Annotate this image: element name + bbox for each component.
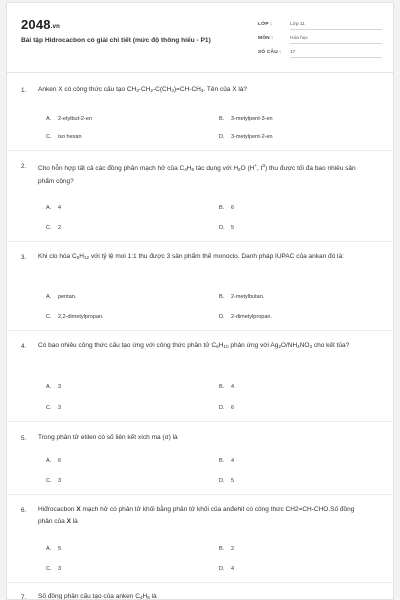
logo-text: 2048 <box>21 17 51 32</box>
question-number: 1. <box>21 87 27 94</box>
subject-value: Hóa học <box>290 36 382 44</box>
document-page <box>6 2 394 600</box>
option-a[interactable]: A. 4 <box>46 205 62 211</box>
option-a[interactable]: A. 2-etylbut-2-en <box>46 116 92 122</box>
question-text: Hiđrocacbon X mạch hở có phân tử khối bằng phân tử khối của anđehit có công thức CH2=CH-CHO.Số đồng phân của X là <box>38 506 355 525</box>
question-text: Cho hỗn hợp tất cả các đồng phân mạch hở của $C_4H_8$ tác dụng với $H_2O$ (H+, $t^0$) thu được tối đa bao nhiêu sản phẩm cộng? <box>38 163 356 185</box>
question-separator <box>7 421 393 422</box>
question-count-label: SỐ CÂU : <box>258 50 282 55</box>
logo-suffix: .vn <box>50 24 61 30</box>
option-b[interactable]: B. 4 <box>219 458 235 464</box>
question-number: 6. <box>21 507 27 514</box>
question-number: 2. <box>21 163 27 170</box>
option-b[interactable]: B. 2-metylbutan. <box>219 294 265 300</box>
site-logo[interactable] <box>21 17 60 32</box>
class-value: Lớp 11 <box>290 22 382 30</box>
header-divider <box>7 72 393 73</box>
option-d[interactable]: D. 3-metylpent-2-en <box>219 134 273 140</box>
option-b[interactable]: B. 2 <box>219 546 235 552</box>
option-a[interactable]: A. 3 <box>46 384 62 390</box>
question-number: 3. <box>21 254 27 261</box>
question-text: Khi clo hóa $C_5H_{12}$ với tỷ lệ mol 1:1 thu được 3 sản phẩm thế monoclo. Danh pháp IUPAC của ankan đó là: <box>38 253 344 260</box>
option-b[interactable]: B. 4 <box>219 384 235 390</box>
option-d[interactable]: D. 5 <box>219 478 235 484</box>
option-a[interactable]: A. pentan. <box>46 294 77 300</box>
question-separator <box>7 582 393 583</box>
question-separator <box>7 241 393 242</box>
question-text: Có bao nhiêu công thức cấu tạo ứng với công thức phân tử $C_6H_{10}$ phản ứng với $Ag_2O/NH_4NO_3$ cho kết tủa? <box>38 342 350 349</box>
question-number: 7. <box>21 594 27 600</box>
option-a[interactable]: A. 5 <box>46 546 62 552</box>
question-separator <box>7 494 393 495</box>
class-label: LỚP : <box>258 22 273 27</box>
document-header <box>7 3 393 69</box>
question-number: 5. <box>21 435 27 442</box>
question-text: Số đồng phân cấu tạo của anken $C_4H_8$ là <box>38 593 157 600</box>
option-c[interactable]: C. 3 <box>46 405 62 411</box>
option-c[interactable]: C. 2 <box>46 225 62 231</box>
option-c[interactable]: C. iso hexan <box>46 134 82 140</box>
option-c[interactable]: C. 2,2-dimetylpropan. <box>46 314 104 320</box>
option-d[interactable]: D. 5 <box>219 225 235 231</box>
option-d[interactable]: D. 6 <box>219 405 235 411</box>
option-d[interactable]: D. 4 <box>219 566 235 572</box>
subject-label: MÔN : <box>258 36 274 41</box>
question-separator <box>7 150 393 151</box>
question-number: 4. <box>21 343 27 350</box>
question-separator <box>7 330 393 331</box>
question-text: Anken X có công thức cấu tạo $CH_3-CH_2-C(CH_3)=CH-CH_3$. Tên của X là? <box>38 86 248 93</box>
question-text: Trong phân tử etilen có số liên kết xích ma (σ) là <box>38 434 178 441</box>
document-title: Bài tập Hidrocacbon có giải chi tiết (mức độ thông hiểu - P1) <box>21 37 211 44</box>
option-c[interactable]: C. 3 <box>46 478 62 484</box>
option-a[interactable]: A. 6 <box>46 458 62 464</box>
option-c[interactable]: C. 3 <box>46 566 62 572</box>
option-d[interactable]: D. 2-dimetylpropan. <box>219 314 272 320</box>
option-b[interactable]: B. 6 <box>219 205 235 211</box>
option-b[interactable]: B. 3-metylpent-3-en <box>219 116 273 122</box>
question-count-value: 17 <box>290 50 382 58</box>
